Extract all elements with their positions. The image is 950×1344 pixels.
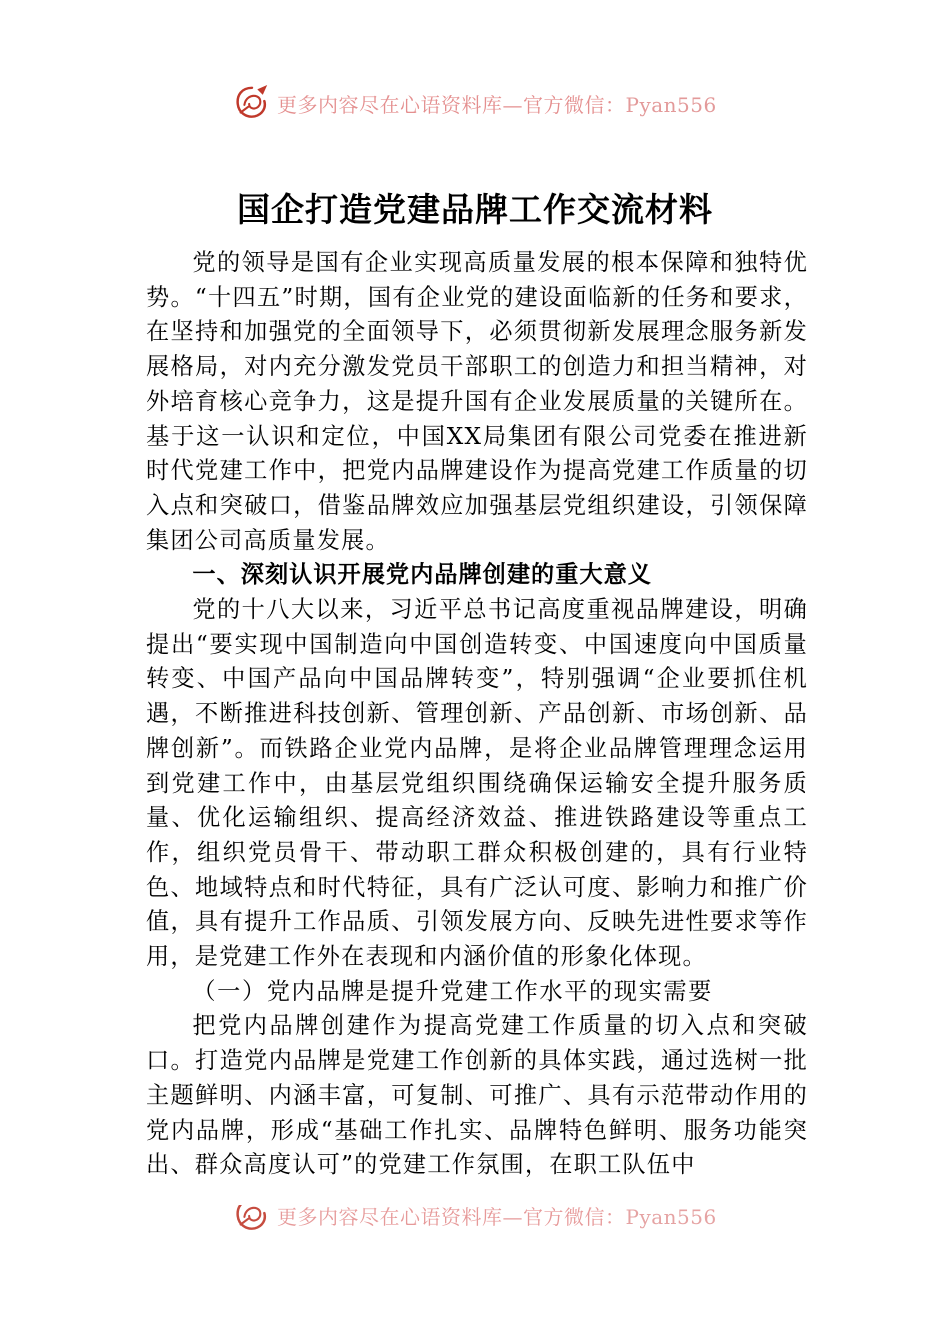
- document-body: [146, 246, 808, 1183]
- swirl-logo-icon: [233, 84, 271, 122]
- watermark-text: 更多内容尽在心语资料库—官方微信：Pyan556: [277, 1205, 717, 1229]
- paragraph-intro: 党的领导是国有企业实现高质量发展的根本保障和独特优势。“十四五”时期，国有企业党的建设面临新的任务和要求，在坚持和加强党的全面领导下，必须贯彻新发展理念服务新发展格局，对内充分激发党员干部职工的创造力和担当精神，对外培育核心竞争力，这是提升国有企业发展质量的关键所在。基于这一认识和定位，中国XX局集团有限公司党委在推进新时代党建工作中，把党内品牌建设作为提高党建工作质量的切入点和突破口，借鉴品牌效应加强基层党组织建设，引领保障集团公司高质量发展。: [146, 249, 808, 554]
- swirl-logo-icon: [233, 1205, 271, 1234]
- watermark-banner-top: [233, 84, 717, 122]
- subsection-heading-1: （一）党内品牌是提升党建工作水平的现实需要: [192, 977, 713, 1005]
- watermark-text: 更多内容尽在心语资料库—官方微信：Pyan556: [277, 92, 717, 117]
- paragraph-section-1: 党的十八大以来，习近平总书记高度重视品牌建设，明确提出“要实现中国制造向中国创造转变、中国速度向中国质量转变、中国产品向中国品牌转变”，特别强调“企业要抓住机遇，不断推进科技创新、管理创新、产品创新、市场创新、品牌创新”。而铁路企业党内品牌，是将企业品牌管理理念运用到党建工作中，由基层党组织围绕确保运输安全提升服务质量、优化运输组织、提高经济效益、推进铁路建设等重点工作，组织党员骨干、带动职工群众积极创建的，具有行业特色、地域特点和时代特征，具有广泛认可度、影响力和推广价值，具有提升工作品质、引领发展方向、反映先进性要求等作用，是党建工作外在表现和内涵价值的形象化体现。: [146, 596, 808, 971]
- paragraph-subsection-1: 把党内品牌创建作为提高党建工作质量的切入点和突破口。打造党内品牌是党建工作创新的具体实践，通过选树一批主题鲜明、内涵丰富，可复制、可推广、具有示范带动作用的党内品牌，形成“基础工作扎实、品牌特色鲜明、服务功能突出、群众高度认可”的党建工作氛围，在职工队伍中: [146, 1012, 808, 1179]
- watermark-banner-bottom: [233, 1205, 717, 1235]
- section-heading-1: 一、深刻认识开展党内品牌创建的重大意义: [192, 561, 652, 589]
- document-title: 国企打造党建品牌工作交流材料: [237, 190, 713, 229]
